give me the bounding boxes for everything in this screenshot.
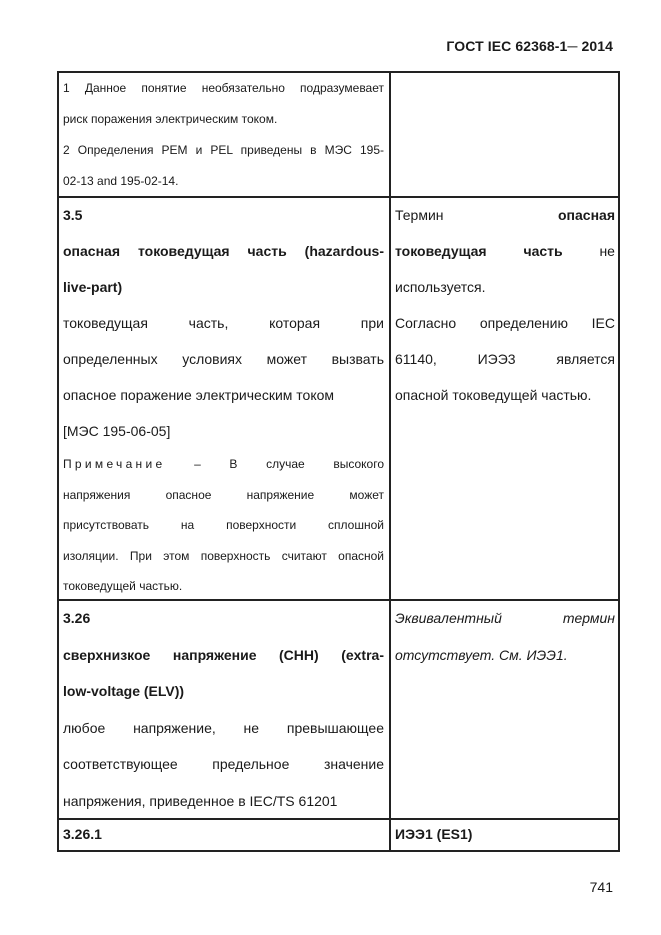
- row2-right-cell: [395, 197, 615, 413]
- row4-right-cell: [395, 819, 615, 849]
- note-line: напряжения опасное напряжение может: [63, 487, 384, 502]
- row3-left-cell: [63, 600, 384, 819]
- term-number: 3.26: [63, 610, 91, 626]
- note-line: риск поражения электрическим током.: [63, 112, 278, 126]
- term-title: сверхнизкое напряжение (СНН) (extra-: [63, 646, 384, 663]
- row4-left-cell: [63, 819, 384, 849]
- term-number: 3.5: [63, 207, 83, 223]
- note-line: 02-13 and 195-02-14.: [63, 174, 179, 188]
- term-title: опасная токоведущая часть (hazardous-: [63, 243, 384, 259]
- source-reference: [МЭС 195-06-05]: [63, 423, 171, 439]
- term-title: low-voltage (ELV)): [63, 683, 185, 699]
- note-line: 2 Определения РЕМ и PEL приведены в МЭС 195-: [63, 143, 384, 157]
- term-title: live-part): [63, 279, 123, 295]
- definition-line: соответствующее предельное значение: [63, 756, 384, 772]
- definition-line: напряжения, приведенное в IEC/TS 61201: [63, 792, 338, 809]
- note-line: присутствовать на поверхности сплошной: [63, 518, 384, 532]
- row2-left-cell: [63, 197, 384, 602]
- terms-table: [57, 71, 620, 852]
- note-line: Примечание – В случае высокого: [63, 457, 384, 471]
- comment-line: ИЭЭ1 (ES1): [395, 826, 473, 842]
- comment-line: опасной токоведущей частью.: [395, 387, 592, 403]
- comment-line: токоведущая часть не: [395, 243, 615, 259]
- note-line: токоведущей частью.: [63, 579, 183, 593]
- note-label: Примечание: [63, 457, 166, 471]
- note-line: 1 Данное понятие необязательно подразумевает: [63, 81, 384, 95]
- note-line: изоляции. При этом поверхность считают опасной: [63, 548, 384, 563]
- term-number: 3.26.1: [63, 826, 102, 842]
- comment-line: 61140, ИЭЭ3 является: [395, 351, 615, 367]
- comment-line: Термин опасная: [395, 207, 615, 223]
- column-divider: [389, 73, 391, 850]
- page-number: 741: [589, 879, 613, 895]
- definition-line: опасное поражение электрическим током: [63, 387, 335, 403]
- comment-line: Согласно определению IEC: [395, 315, 615, 331]
- comment-line: используется.: [395, 279, 486, 295]
- row1-left-cell: [63, 73, 384, 197]
- definition-line: любое напряжение, не превышающее: [63, 719, 384, 736]
- document-header: ГОСТ IEC 62368-1─ 2014: [446, 38, 613, 54]
- comment-line: Эквивалентный термин: [395, 610, 615, 626]
- comment-line: отсутствует. См. ИЭЭ1.: [395, 646, 568, 663]
- definition-line: определенных условиях может вызвать: [63, 351, 384, 367]
- row3-right-cell: [395, 600, 615, 673]
- definition-line: токоведущая часть, которая при: [63, 315, 384, 331]
